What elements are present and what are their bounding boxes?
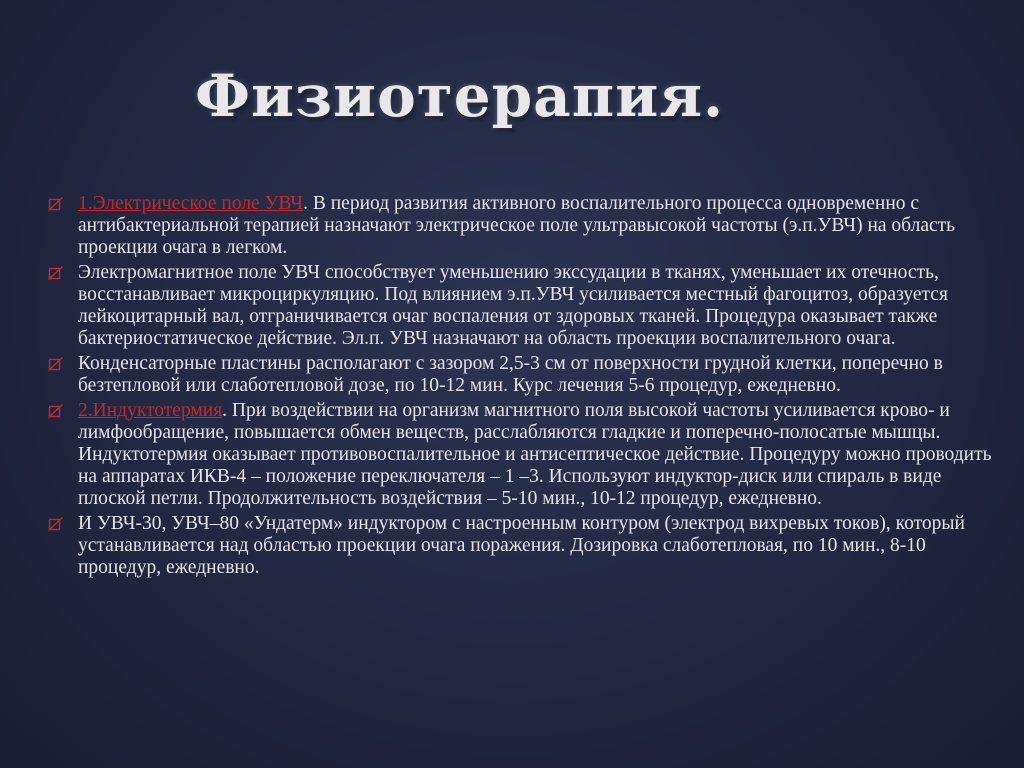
bullet-text: Конденсаторные пластины располагают с зазором 2,5-3 см от поверхности грудной клетки, поперечно в безтепловой или слаботепловой дозе, по 10-12 мин. Курс лечения 5-6 процедур, ежедневно. — [78, 353, 943, 396]
bullet-item — [48, 193, 998, 259]
bullet-text: . При воздействии на организм магнитного поля высокой частоты усиливается крово- и лимфообращение, повышается обмен веществ, расслабляются гладкие и поперечно-полосатые мышцы. Индуктотермия оказывает противовоспалительное и антисептическое действие. Процедуру можно проводить на аппаратах ИКВ-4 – положение переключателя – 1 –3. Используют индуктор-диск или спираль в виде плоской петли. Продолжительность воздействия – 5-10 мин., 10-12 процедур, ежедневно. — [78, 400, 992, 509]
bullet-item — [48, 513, 998, 579]
crossed-box-icon — [48, 404, 63, 419]
bullet-list — [48, 193, 998, 582]
bullet-item — [48, 400, 998, 510]
bullet-text: . В период развития активного воспалительного процесса одновременно с антибактериальной терапией назначают электрическое поле ультравысокой частоты (э.п.УВЧ) на область проекции очага в легком. — [78, 193, 956, 258]
bullet-text: Электромагнитное поле УВЧ способствует уменьшению экссудации в тканях, уменьшает их отечность, восстанавливает микроциркуляцию. Под влиянием э.п.УВЧ усиливается местный фагоцитоз, образуется лейкоцитарный вал, отграничивается очаг воспаления от здоровых тканей. Процедура оказывает также бактериостатическое действие. Эл.п. УВЧ назначают на область проекции воспалительного очага. — [78, 262, 948, 349]
crossed-box-icon — [48, 197, 63, 212]
crossed-box-icon — [48, 357, 63, 372]
section-heading: 2.Индуктотермия — [78, 400, 223, 421]
crossed-box-icon — [48, 266, 63, 281]
section-heading: 1.Электрическое поле УВЧ — [78, 193, 304, 214]
bullet-item — [48, 353, 998, 397]
crossed-box-icon — [48, 517, 63, 532]
bullet-item — [48, 262, 998, 350]
bullet-text: И УВЧ-30, УВЧ–80 «Ундатерм» индуктором с настроенным контуром (электрод вихревых токов), который устанавливается над областью проекции очага поражения. Дозировка слаботепловая, по 10 мин., 8-10 процедур, ежедневно. — [78, 513, 965, 578]
slide-title: Физиотерапия. — [195, 62, 725, 130]
